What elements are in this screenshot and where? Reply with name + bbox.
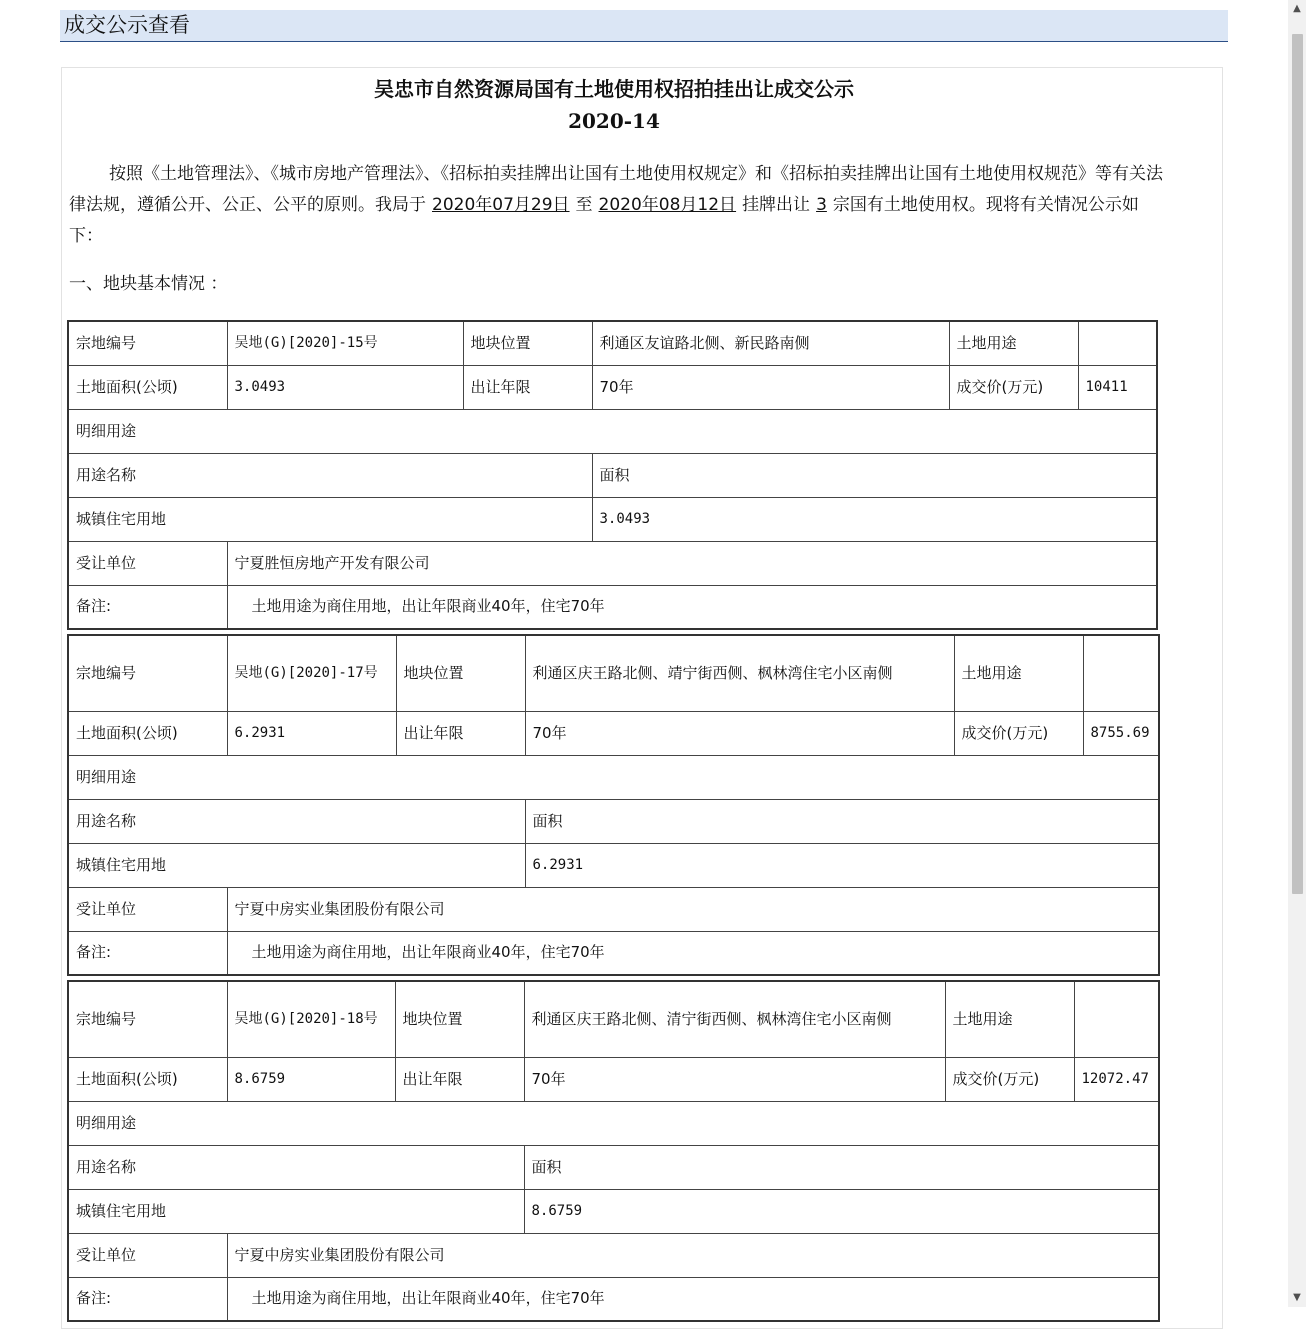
term-label: 出让年限 [396, 711, 525, 755]
table-row [68, 635, 1159, 711]
land-use-label: 土地用途 [949, 321, 1078, 365]
table-row [68, 711, 1159, 755]
location-label: 地块位置 [396, 635, 525, 711]
table-row [68, 585, 1157, 629]
buyer-label: 受让单位 [68, 541, 227, 585]
term-value: 70年 [524, 1057, 945, 1101]
table-row [68, 321, 1157, 365]
remark-label: 备注: [68, 1277, 227, 1321]
use-name-label: 用途名称 [68, 799, 525, 843]
notice-title: 吴忠市自然资源局国有土地使用权招拍挂出让成交公示 [374, 77, 854, 101]
remark-value: 土地用途为商住用地，出让年限商业40年，住宅70年 [227, 931, 1159, 975]
use-area-label: 面积 [524, 1145, 1159, 1189]
detail-label: 明细用途 [68, 409, 1157, 453]
table-row [68, 453, 1157, 497]
price-value: 12072.47 [1074, 1057, 1159, 1101]
land-use-value [1074, 981, 1159, 1057]
use-area-label: 面积 [592, 453, 1157, 497]
buyer-label: 受让单位 [68, 1233, 227, 1277]
parcel-table [67, 634, 1160, 976]
table-row [68, 1101, 1159, 1145]
table-row [68, 799, 1159, 843]
remark-label: 备注: [68, 585, 227, 629]
table-row [68, 409, 1157, 453]
price-label: 成交价(万元) [954, 711, 1083, 755]
parcel-no-value: 吴地(G)[2020]-18号 [227, 981, 395, 1057]
notice-number: 2020-14 [568, 109, 660, 133]
use-name-label: 用途名称 [68, 1145, 524, 1189]
parcel-no-label: 宗地编号 [68, 635, 227, 711]
table-row [68, 931, 1159, 975]
location-value: 利通区友谊路北侧、新民路南侧 [592, 321, 949, 365]
end-date: 2020年08月12日 [598, 195, 737, 215]
parcel-no-label: 宗地编号 [68, 981, 227, 1057]
area-label: 土地面积(公顷) [68, 365, 227, 409]
remark-label: 备注: [68, 931, 227, 975]
page-header [60, 10, 1228, 42]
intro-to: 至 [575, 195, 593, 215]
use-name-value: 城镇住宅用地 [68, 497, 592, 541]
table-row [68, 1277, 1159, 1321]
buyer-value: 宁夏中房实业集团股份有限公司 [227, 887, 1159, 931]
intro-text-1: 按照《土地管理法》、《城市房地产管理法》、《招标拍卖挂牌出让国有土地使用权规定》和《招标拍卖挂牌出让国有土地使用权规范》等有关法律法规，遵循公开、公正、公平的原则。我局于 [69, 164, 1163, 215]
use-name-value: 城镇住宅用地 [68, 1189, 524, 1233]
scroll-thumb[interactable] [1292, 34, 1303, 894]
land-use-label: 土地用途 [945, 981, 1074, 1057]
chevron-up-icon[interactable]: ▲ [1293, 3, 1301, 14]
chevron-down-icon[interactable]: ▼ [1293, 1292, 1301, 1303]
start-date: 2020年07月29日 [432, 195, 570, 215]
remark-value: 土地用途为商住用地，出让年限商业40年，住宅70年 [227, 585, 1157, 629]
parcel-no-value: 吴地(G)[2020]-17号 [227, 635, 396, 711]
section-heading: 一、地块基本情况 ： [69, 274, 228, 294]
table-row [68, 887, 1159, 931]
table-row [68, 497, 1157, 541]
area-label: 土地面积(公顷) [68, 1057, 227, 1101]
parcel-no-label: 宗地编号 [68, 321, 227, 365]
buyer-value: 宁夏胜恒房地产开发有限公司 [227, 541, 1157, 585]
use-name-label: 用途名称 [68, 453, 592, 497]
table-row [68, 843, 1159, 887]
area-value: 3.0493 [227, 365, 463, 409]
parcel-count: 3 [816, 195, 827, 215]
price-value: 8755.69 [1083, 711, 1159, 755]
remark-value: 土地用途为商住用地，出让年限商业40年，住宅70年 [227, 1277, 1159, 1321]
location-label: 地块位置 [395, 981, 524, 1057]
vertical-scrollbar[interactable] [1288, 0, 1306, 1307]
detail-label: 明细用途 [68, 755, 1159, 799]
table-row [68, 1145, 1159, 1189]
buyer-value: 宁夏中房实业集团股份有限公司 [227, 1233, 1159, 1277]
term-value: 70年 [592, 365, 949, 409]
price-label: 成交价(万元) [949, 365, 1078, 409]
use-area-value: 8.6759 [524, 1189, 1159, 1233]
intro-text-2: 挂牌出让 [742, 195, 811, 215]
intro-paragraph [69, 159, 1164, 252]
area-value: 8.6759 [227, 1057, 395, 1101]
use-area-value: 6.2931 [525, 843, 1159, 887]
parcel-table [67, 320, 1158, 630]
page-title: 成交公示查看 [64, 13, 190, 37]
price-value: 10411 [1078, 365, 1157, 409]
location-value: 利通区庆王路北侧、靖宁街西侧、枫林湾住宅小区南侧 [525, 635, 954, 711]
detail-label: 明细用途 [68, 1101, 1159, 1145]
table-row [68, 1233, 1159, 1277]
area-label: 土地面积(公顷) [68, 711, 227, 755]
land-use-label: 土地用途 [954, 635, 1083, 711]
table-row [68, 365, 1157, 409]
table-row [68, 981, 1159, 1057]
term-label: 出让年限 [395, 1057, 524, 1101]
term-value: 70年 [525, 711, 954, 755]
term-label: 出让年限 [463, 365, 592, 409]
buyer-label: 受让单位 [68, 887, 227, 931]
table-row [68, 1189, 1159, 1233]
table-row [68, 755, 1159, 799]
parcel-no-value: 吴地(G)[2020]-15号 [227, 321, 463, 365]
table-row [68, 541, 1157, 585]
location-label: 地块位置 [463, 321, 592, 365]
table-row [68, 1057, 1159, 1101]
land-use-value [1078, 321, 1157, 365]
intro-text-3: 宗国有土地使用权。现将有关情况公示如下： [69, 195, 1139, 246]
land-use-value [1083, 635, 1159, 711]
use-area-value: 3.0493 [592, 497, 1157, 541]
use-area-label: 面积 [525, 799, 1159, 843]
use-name-value: 城镇住宅用地 [68, 843, 525, 887]
location-value: 利通区庆王路北侧、清宁街西侧、枫林湾住宅小区南侧 [524, 981, 945, 1057]
parcel-table [67, 980, 1160, 1322]
price-label: 成交价(万元) [945, 1057, 1074, 1101]
area-value: 6.2931 [227, 711, 396, 755]
